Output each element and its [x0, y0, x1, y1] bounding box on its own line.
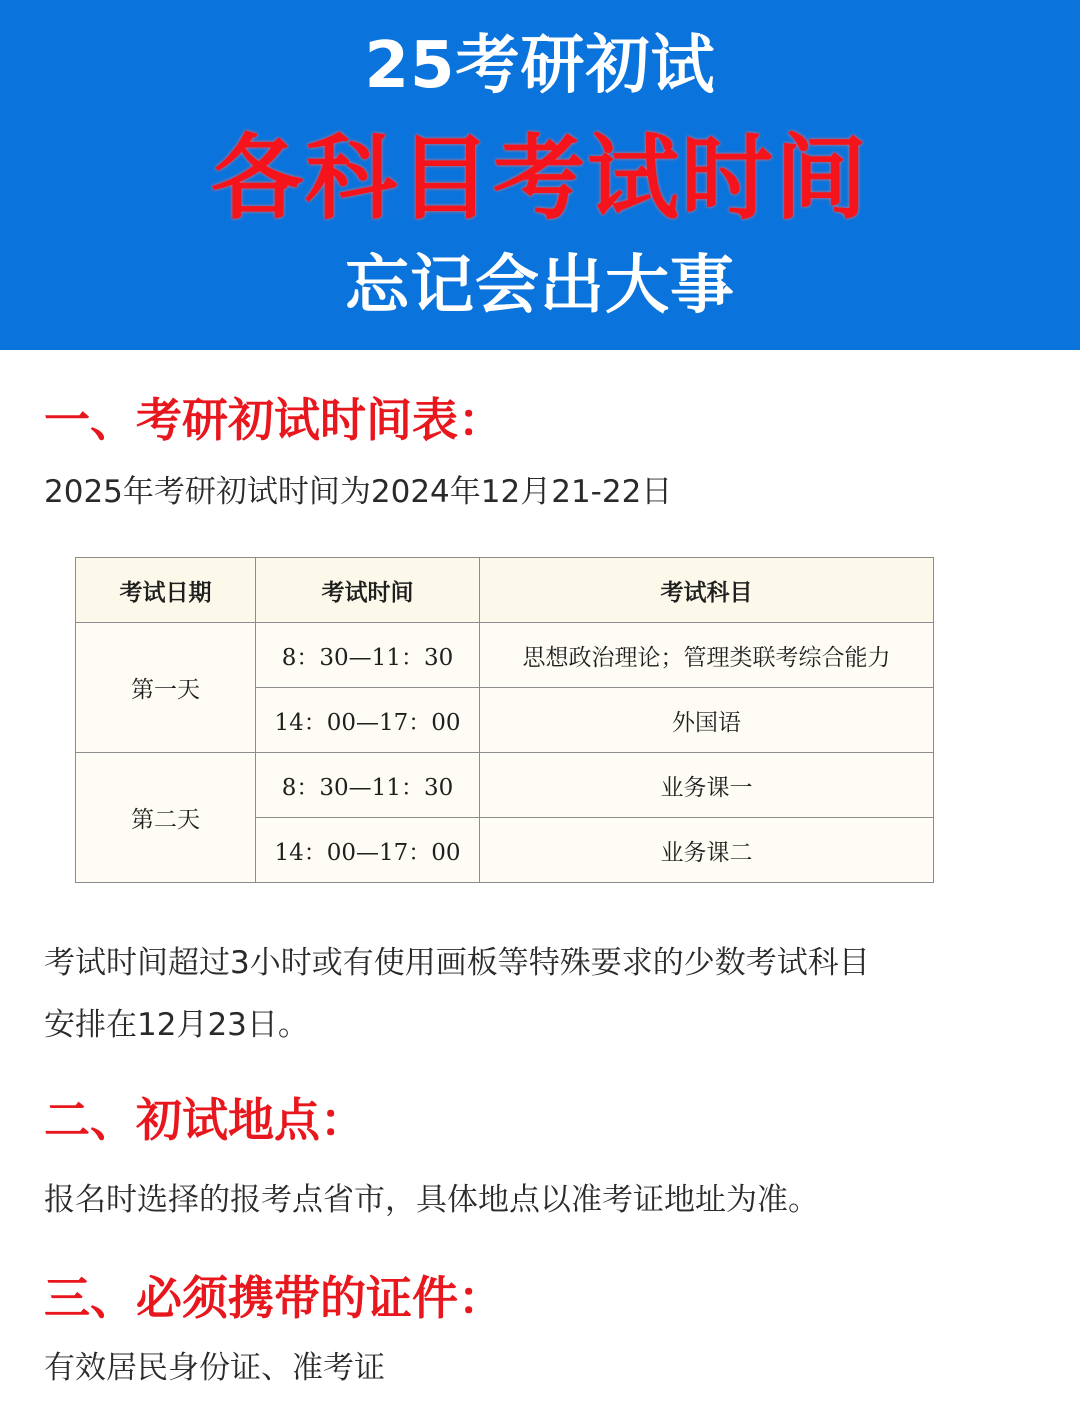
- banner-title: 25考研初试: [364, 29, 716, 103]
- table-row: [76, 623, 934, 688]
- banner-headline: 各科目考试时间: [210, 125, 869, 232]
- subject-cell: 外国语: [480, 688, 934, 753]
- time-cell: 14：00—17：00: [256, 818, 480, 883]
- table-header-row: [76, 558, 934, 623]
- section2-text: 报名时选择的报考点省市，具体地点以准考证地址为准。: [44, 1182, 819, 1218]
- subject-cell: 思想政治理论；管理类联考综合能力: [480, 623, 934, 688]
- section3-text: 有效居民身份证、准考证: [44, 1350, 385, 1386]
- exam-schedule-table: [75, 557, 934, 883]
- subject-cell: 业务课二: [480, 818, 934, 883]
- time-cell: 14：00—17：00: [256, 688, 480, 753]
- section1-heading: 一、考研初试时间表：: [44, 393, 504, 447]
- header-banner: [0, 0, 1080, 350]
- note-line-1: 考试时间超过3小时或有使用画板等特殊要求的少数考试科目: [44, 945, 870, 981]
- section2-heading: 二、初试地点：: [44, 1093, 366, 1147]
- day-label: 第一天: [76, 623, 256, 753]
- table-row: [76, 753, 934, 818]
- header-time: 考试时间: [256, 558, 480, 623]
- subject-cell: 业务课一: [480, 753, 934, 818]
- note-line-2: 安排在12月23日。: [44, 1007, 309, 1043]
- header-subject: 考试科目: [480, 558, 934, 623]
- day-label: 第二天: [76, 753, 256, 883]
- section1-intro: 2025年考研初试时间为2024年12月21-22日: [44, 474, 673, 510]
- time-cell: 8：30—11：30: [256, 753, 480, 818]
- section3-heading: 三、必须携带的证件：: [44, 1271, 504, 1325]
- time-cell: 8：30—11：30: [256, 623, 480, 688]
- banner-subtitle: 忘记会出大事: [345, 249, 735, 323]
- header-date: 考试日期: [76, 558, 256, 623]
